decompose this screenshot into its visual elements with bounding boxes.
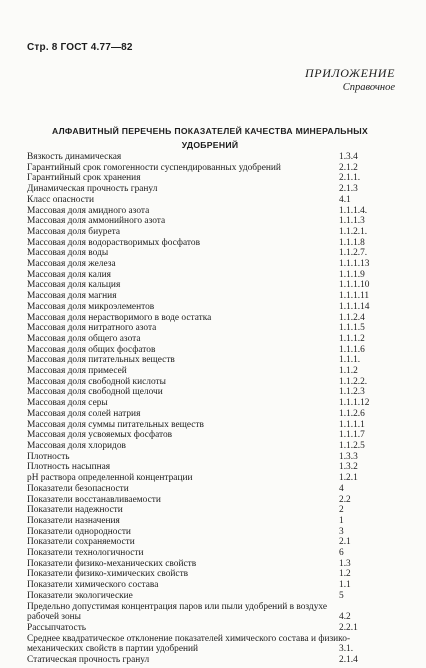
index-entry-term: Показатели технологичности bbox=[27, 548, 144, 559]
index-entry-ref: 1.1.1.3 bbox=[339, 216, 365, 227]
index-entry bbox=[27, 473, 399, 484]
index-entry bbox=[27, 270, 399, 281]
index-entry bbox=[27, 602, 399, 623]
index-entry-term: Динамическая прочность гранул bbox=[27, 184, 158, 195]
index-entry-term: Показатели химического состава bbox=[27, 580, 159, 591]
index-entry-term: Гарантийный срок гомогенности суспендированных удобрений bbox=[27, 162, 281, 173]
index-entry bbox=[27, 152, 399, 163]
index-entry-ref: 1.3.4 bbox=[339, 152, 358, 162]
index-entry-ref: 1.1.2.1. bbox=[339, 226, 368, 237]
index-entry bbox=[27, 387, 399, 398]
index-entry-ref: 2.1.2 bbox=[339, 162, 358, 173]
index-entry-ref: 2.2.1 bbox=[339, 622, 358, 633]
index-entry bbox=[27, 313, 399, 324]
index-entry-term: Массовая доля микроэлементов bbox=[27, 301, 155, 312]
index-entry-term: Показатели безопасности bbox=[27, 483, 129, 494]
index-entry-term: pH раствора определенной концентрации bbox=[27, 473, 193, 484]
index-entry-term: Массовая доля серы bbox=[27, 398, 108, 409]
index-entry-term: Показатели однородности bbox=[27, 526, 131, 537]
index-entry bbox=[27, 195, 399, 206]
index-entry-term: Массовая доля суммы питательных веществ bbox=[27, 419, 204, 430]
index-entry-term: Массовая доля общего азота bbox=[27, 333, 141, 344]
index-entry-term: Показатели восстанавливаемости bbox=[27, 494, 161, 505]
index-entry bbox=[27, 537, 399, 548]
index-entry-ref: 5 bbox=[339, 590, 344, 601]
index-entry-term: Массовая доля биурета bbox=[27, 226, 120, 237]
index-entry-term: Массовая доля нитратного азота bbox=[27, 323, 157, 334]
section-title-line-1: АЛФАВИТНЫЙ ПЕРЕЧЕНЬ ПОКАЗАТЕЛЕЙ КАЧЕСТВА МИНЕРАЛЬНЫХ bbox=[51, 126, 369, 136]
index-entry bbox=[27, 216, 399, 227]
index-entry-ref: 1.1.1.14 bbox=[339, 301, 370, 312]
index-entry bbox=[27, 302, 399, 313]
index-entry bbox=[27, 173, 399, 184]
alphabetical-index bbox=[27, 152, 399, 666]
index-entry-term: Массовая доля кальция bbox=[27, 280, 121, 291]
index-entry-ref: 1.1.1.2 bbox=[339, 333, 365, 344]
index-entry-term: Массовая доля усвояемых фосфатов bbox=[27, 430, 173, 441]
section-title bbox=[40, 124, 380, 152]
appendix-label bbox=[305, 66, 395, 95]
index-entry bbox=[27, 484, 399, 495]
index-entry bbox=[27, 623, 399, 634]
index-entry bbox=[27, 452, 399, 463]
index-entry-term: Массовая доля магния bbox=[27, 291, 117, 302]
index-entry-ref: 4.1 bbox=[339, 194, 351, 205]
index-entry bbox=[27, 291, 399, 302]
index-entry-ref: 2.1.3 bbox=[339, 184, 358, 195]
index-entry-term: Массовая доля питательных веществ bbox=[27, 355, 175, 366]
index-entry-ref: 2.1.1. bbox=[339, 173, 361, 184]
index-entry-ref: 1.1.1.8 bbox=[339, 237, 365, 248]
index-entry-term: Массовая доля солей натрия bbox=[27, 408, 141, 419]
index-entry-ref: 1.1.1.1 bbox=[339, 419, 365, 430]
index-entry bbox=[27, 580, 399, 591]
index-entry-term: Показатели назначения bbox=[27, 515, 120, 526]
index-entry-ref: 1.1.2.2. bbox=[339, 376, 368, 387]
index-entry bbox=[27, 345, 399, 356]
index-entry bbox=[27, 355, 399, 366]
index-entry bbox=[27, 227, 399, 238]
index-entry bbox=[27, 377, 399, 388]
index-entry bbox=[27, 323, 399, 334]
index-entry-ref: 1.1.2.6 bbox=[339, 408, 365, 419]
index-entry bbox=[27, 238, 399, 249]
index-entry-ref: 1.3.2 bbox=[339, 462, 358, 473]
index-entry bbox=[27, 206, 399, 217]
index-entry-ref: 1.3.3 bbox=[339, 451, 358, 462]
section-title-line-2: УДОБРЕНИЙ bbox=[181, 140, 239, 150]
index-entry bbox=[27, 516, 399, 527]
index-entry bbox=[27, 591, 399, 602]
index-entry-term: Массовая доля амидного азота bbox=[27, 205, 150, 216]
index-entry-ref: 2.1.4 bbox=[339, 655, 358, 666]
index-entry bbox=[27, 280, 399, 291]
index-entry-term: Массовая доля общих фосфатов bbox=[27, 344, 156, 355]
index-entry-term: Показатели надежности bbox=[27, 505, 123, 516]
index-entry-ref: 1.1.1.7 bbox=[339, 430, 365, 441]
index-entry-term: Вязкость динамическая bbox=[27, 152, 122, 162]
index-entry-ref: 1.1.1.4. bbox=[339, 205, 368, 216]
index-entry-term: Среднее квадратическое отклонение показателей химического состава и физико-механических свойств в партии удобрений bbox=[27, 633, 351, 655]
index-entry bbox=[27, 462, 399, 473]
index-entry-term: Массовая доля свободной кислоты bbox=[27, 376, 166, 387]
index-entry-ref: 1.1.2.5 bbox=[339, 440, 365, 451]
index-entry-ref: 2.1 bbox=[339, 537, 351, 548]
index-entry-ref: 1.1.2 bbox=[339, 366, 358, 377]
index-entry-term: Гарантийный срок хранения bbox=[27, 173, 141, 184]
index-entry bbox=[27, 527, 399, 538]
index-entry-term: Статическая прочность гранул bbox=[27, 655, 150, 666]
index-entry-term: Показатели физико-химических свойств bbox=[27, 569, 189, 580]
index-entry bbox=[27, 259, 399, 270]
index-entry-term: Показатели физико-механических свойств bbox=[27, 558, 197, 569]
index-entry-ref: 2 bbox=[339, 505, 344, 516]
index-entry-term: Плотность bbox=[27, 451, 70, 462]
index-entry bbox=[27, 655, 399, 666]
index-entry bbox=[27, 634, 399, 655]
index-entry-term: Рассыпчатость bbox=[27, 622, 87, 633]
index-entry bbox=[27, 559, 399, 570]
page-header: Стр. 8 ГОСТ 4.77—82 bbox=[27, 42, 133, 53]
index-entry-ref: 4 bbox=[339, 483, 344, 494]
index-entry-term: Массовая доля воды bbox=[27, 248, 109, 259]
index-entry-term: Массовая доля железа bbox=[27, 259, 116, 270]
index-entry-ref: 1.1.2.7. bbox=[339, 248, 368, 259]
index-entry-ref: 1.2 bbox=[339, 569, 351, 580]
index-entry-ref: 1.3 bbox=[339, 558, 351, 569]
index-entry-ref: 1.1 bbox=[339, 580, 351, 591]
index-entry-ref: 3.1. bbox=[339, 644, 354, 655]
index-entry bbox=[27, 505, 399, 516]
appendix-title: ПРИЛОЖЕНИЕ bbox=[305, 66, 395, 80]
index-entry bbox=[27, 398, 399, 409]
index-entry bbox=[27, 569, 399, 580]
index-entry-ref: 1.1.2.4 bbox=[339, 312, 365, 323]
index-entry-ref: 6 bbox=[339, 548, 344, 559]
index-entry-ref: 1.1.1.12 bbox=[339, 398, 370, 409]
index-entry bbox=[27, 495, 399, 506]
index-entry-ref: 1.1.1.13 bbox=[339, 259, 370, 270]
index-entry bbox=[27, 548, 399, 559]
index-entry bbox=[27, 420, 399, 431]
index-entry-ref: 2.2 bbox=[339, 494, 351, 505]
index-entry bbox=[27, 184, 399, 195]
index-entry bbox=[27, 430, 399, 441]
index-entry-term: Массовая доля калия bbox=[27, 269, 111, 280]
index-entry-term: Показатели сохраняемости bbox=[27, 537, 135, 548]
index-entry-ref: 4.2 bbox=[339, 612, 351, 623]
index-entry-ref: 1.1.2.3 bbox=[339, 387, 365, 398]
index-entry bbox=[27, 334, 399, 345]
index-entry-term: Показатели экологические bbox=[27, 590, 133, 601]
index-entry bbox=[27, 409, 399, 420]
index-entry-ref: 1 bbox=[339, 515, 344, 526]
index-entry-term: Массовая доля водорастворимых фосфатов bbox=[27, 237, 201, 248]
index-entry bbox=[27, 163, 399, 174]
index-entry-ref: 1.2.1 bbox=[339, 473, 358, 484]
index-entry-ref: 3 bbox=[339, 526, 344, 537]
appendix-subtitle: Справочное bbox=[342, 82, 395, 93]
index-entry-term: Плотность насыпная bbox=[27, 462, 111, 473]
index-entry-term: Массовая доля нерастворимого в воде остатка bbox=[27, 312, 212, 323]
index-entry bbox=[27, 248, 399, 259]
index-entry bbox=[27, 441, 399, 452]
index-entry-term: Предельно допустимая концентрация паров или пыли удобрений в воздухе рабочей зоны bbox=[27, 601, 328, 623]
index-entry-ref: 1.1.1.9 bbox=[339, 269, 365, 280]
index-entry-term: Массовая доля хлоридов bbox=[27, 440, 126, 451]
index-entry bbox=[27, 366, 399, 377]
index-entry-ref: 1.1.1.10 bbox=[339, 280, 370, 291]
index-entry-term: Класс опасности bbox=[27, 194, 94, 205]
index-entry-term: Массовая доля свободной щелочи bbox=[27, 387, 163, 398]
index-entry-ref: 1.1.1.6 bbox=[339, 344, 365, 355]
index-entry-term: Массовая доля примесей bbox=[27, 366, 127, 377]
index-entry-ref: 1.1.1. bbox=[339, 355, 361, 366]
index-entry-ref: 1.1.1.5 bbox=[339, 323, 365, 334]
index-entry-term: Массовая доля аммонийного азота bbox=[27, 216, 166, 227]
index-entry-ref: 1.1.1.11 bbox=[339, 291, 370, 302]
